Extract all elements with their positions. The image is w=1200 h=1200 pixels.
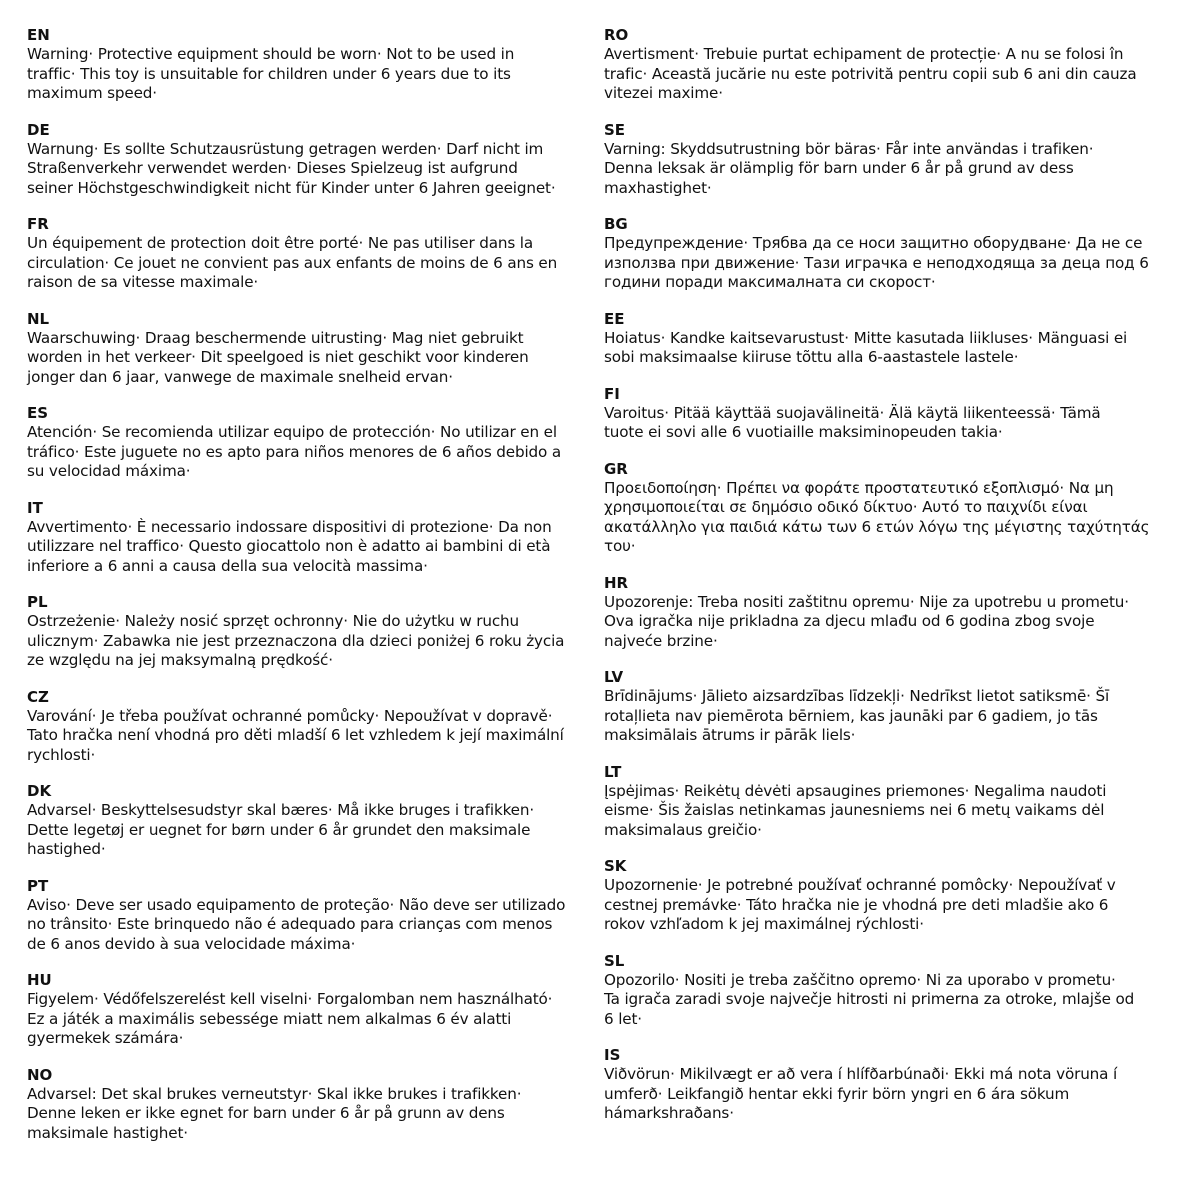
- warning-text: [604, 687, 1176, 746]
- language-code: PT: [27, 876, 49, 895]
- warning-block-pt: [27, 877, 595, 955]
- warning-block-ee: [604, 310, 1176, 368]
- warning-text: [604, 479, 1176, 557]
- warning-line: maksimale hastighet·: [27, 1123, 188, 1142]
- warning-text: [604, 1065, 1176, 1124]
- warning-line: maximum speed·: [27, 84, 157, 102]
- warning-line: използва при движение· Тази играчка е неподходяща за деца под 6: [604, 253, 1149, 272]
- warning-text: [604, 782, 1176, 841]
- warning-line: Opozorilo· Nositi je treba zaščitno opremo· Ni za uporabo v prometu·: [604, 970, 1116, 989]
- warning-text: [604, 234, 1176, 293]
- warning-line: Avertisment· Trebuie purtat echipament de protecție· A nu se folosi în: [604, 45, 1124, 63]
- warning-text: [604, 329, 1176, 368]
- warning-text: [27, 234, 595, 293]
- warning-block-lv: [604, 668, 1176, 746]
- warning-block-sl: [604, 952, 1176, 1030]
- right-column: [604, 26, 1176, 1141]
- warning-line: του·: [604, 537, 636, 555]
- warning-line: de 6 anos devido à sua velocidade máxima·: [27, 934, 356, 953]
- warning-block-de: [27, 121, 595, 199]
- warning-text: [27, 896, 595, 955]
- warning-line: hastighed·: [27, 840, 106, 858]
- warning-text: [27, 45, 595, 104]
- language-code: EE: [604, 309, 625, 328]
- warning-line: 6 let·: [604, 1009, 642, 1028]
- warning-line: inferiore a 6 anni a causa della sua velocità massima·: [27, 556, 428, 575]
- language-code: DK: [27, 782, 52, 800]
- warning-line: sobi maksimaalse kiiruse tõttu alla 6-aastastele lastele·: [604, 348, 1019, 366]
- warning-block-lt: [604, 763, 1176, 841]
- language-code: SK: [604, 857, 627, 875]
- warning-text: [604, 45, 1176, 104]
- warning-line: ze względu na jej maksymalną prędkość·: [27, 651, 333, 669]
- warning-block-bg: [604, 215, 1176, 293]
- warning-block-gr: [604, 460, 1176, 557]
- warning-block-is: [604, 1046, 1176, 1124]
- warning-line: Ez a játék a maximális sebessége miatt nem alkalmas 6 év alatti: [27, 1009, 512, 1028]
- warning-line: Straßenverkehr verwendet werden· Dieses Spielzeug ist aufgrund: [27, 159, 518, 177]
- warning-text: [604, 593, 1176, 652]
- left-column: [27, 26, 595, 1160]
- language-code: CZ: [27, 687, 49, 706]
- warning-text: [27, 518, 595, 577]
- warning-block-se: [604, 121, 1176, 199]
- warning-line: Advarsel· Beskyttelsesudstyr skal bæres· Må ikke bruges i trafikken·: [27, 801, 535, 819]
- warning-line: tráfico· Este juguete no es apto para niños menores de 6 años debido a: [27, 442, 561, 461]
- warning-line: Upozornenie· Je potrebné používať ochranné pomôcky· Nepoužívať v: [604, 876, 1116, 894]
- warning-line: Upozorenje: Treba nositi zaštitnu opremu· Nije za upotrebu u prometu·: [604, 592, 1129, 611]
- warning-line: ακατάλληλο για παιδιά κάτω των 6 ετών λόγω της μέγιστης ταχύτητάς: [604, 517, 1150, 536]
- warning-block-dk: [27, 782, 595, 860]
- warning-line: Предупреждение· Трябва да се носи защитно оборудване· Да не се: [604, 234, 1143, 252]
- warning-line: trafic· Această jucărie nu este potrivită pentru copii sub 6 ani din cauza: [604, 64, 1137, 83]
- warning-line: Varoitus· Pitää käyttää suojavälineitä· Älä käytä liikenteessä· Tämä: [604, 403, 1101, 422]
- warning-line: worden in het verkeer· Dit speelgoed is niet geschikt voor kinderen: [27, 348, 529, 366]
- warning-block-no: [27, 1066, 595, 1144]
- warning-line: Denne leken er ikke egnet for barn under 6 år på grunn av dens: [27, 1104, 505, 1122]
- language-code: IT: [27, 498, 43, 517]
- warning-text: [604, 404, 1176, 443]
- language-code: NO: [27, 1065, 53, 1084]
- warning-block-en: [27, 26, 595, 104]
- warning-line: Viðvörun· Mikilvægt er að vera í hlífðarbúnaði· Ekki má nota vöruna í: [604, 1065, 1118, 1083]
- language-code: SL: [604, 951, 625, 970]
- warning-line: maksimalaus greičio·: [604, 820, 762, 839]
- warning-text: [27, 329, 595, 388]
- warning-line: rychlosti·: [27, 745, 96, 764]
- warning-text: [604, 971, 1176, 1030]
- warning-line: vitezei maxime·: [604, 84, 723, 102]
- warning-text: [27, 801, 595, 860]
- warning-block-sk: [604, 857, 1176, 935]
- warning-line: umferð· Leikfangið hentar ekki fyrir börn yngri en 6 ára sökum: [604, 1084, 1070, 1103]
- warning-line: maksimālais ātrums ir pārāk liels·: [604, 726, 856, 744]
- warning-line: Advarsel: Det skal brukes verneutstyr· Skal ikke brukes i trafikken·: [27, 1084, 522, 1103]
- warning-block-it: [27, 499, 595, 577]
- warning-text: [27, 1085, 595, 1144]
- language-code: PL: [27, 593, 48, 611]
- warning-line: Warnung· Es sollte Schutzausrüstung getragen werden· Darf nicht im: [27, 139, 544, 158]
- language-code: SE: [604, 120, 626, 139]
- warning-line: no trânsito· Este brinquedo não é adequado para crianças com menos: [27, 915, 553, 933]
- warning-line: jonger dan 6 jaar, vanwege de maximale snelheid ervan·: [27, 367, 453, 386]
- warning-line: hámarkshraðans·: [604, 1104, 734, 1122]
- warning-line: Atención· Se recomienda utilizar equipo de protección· No utilizar en el: [27, 423, 557, 441]
- warning-line: maxhastighet·: [604, 178, 712, 197]
- warning-text: [604, 876, 1176, 935]
- warning-line: Waarschuwing· Draag beschermende uitrusting· Mag niet gebruikt: [27, 328, 524, 347]
- language-code: HR: [604, 573, 629, 592]
- warning-line: Varning: Skyddsutrustning bör bäras· Får inte användas i trafiken·: [604, 139, 1094, 158]
- language-code: EN: [27, 26, 50, 44]
- warning-block-fr: [27, 215, 595, 293]
- warning-line: rokov vzhľadom k jej maximálnej rýchlosti·: [604, 915, 924, 933]
- warning-line: Figyelem· Védőfelszerelést kell viselni· Forgalomban nem használható·: [27, 990, 553, 1008]
- warning-line: seiner Höchstgeschwindigkeit nicht für Kinder unter 6 Jahren geeignet·: [27, 178, 556, 197]
- warning-line: traffic· This toy is unsuitable for children under 6 years due to its: [27, 64, 511, 83]
- warning-line: Un équipement de protection doit être porté· Ne pas utiliser dans la: [27, 234, 534, 252]
- warning-line: eisme· Šis žaislas netinkamas jaunesniems nei 6 metų vaikams dėl: [604, 801, 1105, 819]
- warning-text: [27, 707, 595, 766]
- warning-line: circulation· Ce jouet ne convient pas aux enfants de moins de 6 ans en: [27, 253, 558, 272]
- language-code: LV: [604, 668, 624, 686]
- warning-line: Avvertimento· È necessario indossare dispositivi di protezione· Da non: [27, 517, 552, 536]
- warning-line: Varování· Je třeba používat ochranné pomůcky· Nepoužívat v dopravě·: [27, 706, 553, 725]
- language-code: LT: [604, 762, 622, 781]
- language-code: GR: [604, 459, 628, 478]
- warning-line: Dette legetøj er uegnet for børn under 6 år grundet den maksimale: [27, 820, 531, 839]
- warning-line: години поради максималната си скорост·: [604, 273, 936, 291]
- warning-line: Ova igračka nije prikladna za djecu mlađu od 6 godina zbog svoje: [604, 612, 1095, 630]
- warning-line: tuote ei sovi alle 6 vuotiaille maksiminopeuden takia·: [604, 423, 1003, 441]
- warning-line: Tato hračka není vhodná pro děti mladší 6 let vzhledem k její maximální: [27, 726, 564, 744]
- warning-block-nl: [27, 310, 595, 388]
- warning-line: Įspėjimas· Reikėtų dėvėti apsaugines priemones· Negalima naudoti: [604, 781, 1107, 800]
- warning-line: Denna leksak är olämplig för barn under 6 år på grund av dess: [604, 159, 1074, 177]
- warning-line: raison de sa vitesse maximale·: [27, 273, 259, 291]
- language-code: FR: [27, 215, 49, 233]
- warning-line: ulicznym· Zabawka nie jest przeznaczona dla dzieci poniżej 6 roku życia: [27, 631, 565, 650]
- warning-block-hu: [27, 971, 595, 1049]
- language-code: FI: [604, 384, 620, 403]
- language-code: DE: [27, 120, 50, 139]
- language-code: HU: [27, 971, 52, 989]
- warning-text: [27, 423, 595, 482]
- warning-line: Brīdinājums· Jālieto aizsardzības līdzekļi· Nedrīkst lietot satiksmē· Šī: [604, 687, 1110, 705]
- warning-text: [27, 612, 595, 671]
- warning-line: χρησιμοποιείται σε δημόσιο οδικό δίκτυο· Αυτό το παιχνίδι είναι: [604, 498, 1088, 516]
- warning-block-cz: [27, 688, 595, 766]
- warning-text: [27, 990, 595, 1049]
- language-code: NL: [27, 309, 50, 328]
- language-code: RO: [604, 26, 629, 44]
- language-code: BG: [604, 215, 628, 233]
- language-code: IS: [604, 1046, 621, 1064]
- warning-block-hr: [604, 574, 1176, 652]
- warning-line: Warning· Protective equipment should be worn· Not to be used in: [27, 45, 515, 63]
- warning-line: cestnej premávke· Táto hračka nie je vhodná pre deti mladšie ako 6: [604, 895, 1109, 914]
- warning-line: Hoiatus· Kandke kaitsevarustust· Mitte kasutada liikluses· Mänguasi ei: [604, 328, 1128, 347]
- language-code: ES: [27, 404, 49, 422]
- warning-text: [604, 140, 1176, 199]
- warning-line: najveće brzine·: [604, 631, 718, 650]
- warning-line: su velocidad máxima·: [27, 462, 191, 480]
- warning-line: Ta igrača zaradi svoje največje hitrosti ni primerna za otroke, mlajše od: [604, 990, 1135, 1008]
- warning-line: Aviso· Deve ser usado equipamento de proteção· Não deve ser utilizado: [27, 895, 566, 914]
- warning-line: Προειδοποίηση· Πρέπει να φοράτε προστατευτικό εξοπλισμό· Να μη: [604, 478, 1114, 497]
- warning-block-es: [27, 404, 595, 482]
- warning-block-ro: [604, 26, 1176, 104]
- warning-line: utilizzare nel traffico· Questo giocattolo non è adatto ai bambini di età: [27, 537, 551, 555]
- warning-block-pl: [27, 593, 595, 671]
- warning-line: rotaļlieta nav piemērota bērniem, kas jaunāki par 6 gadiem, jo tās: [604, 706, 1098, 725]
- warning-text: [27, 140, 595, 199]
- warning-line: Ostrzeżenie· Należy nosić sprzęt ochronny· Nie do użytku w ruchu: [27, 612, 520, 630]
- warning-block-fi: [604, 385, 1176, 443]
- warning-line: gyermekek számára·: [27, 1029, 184, 1047]
